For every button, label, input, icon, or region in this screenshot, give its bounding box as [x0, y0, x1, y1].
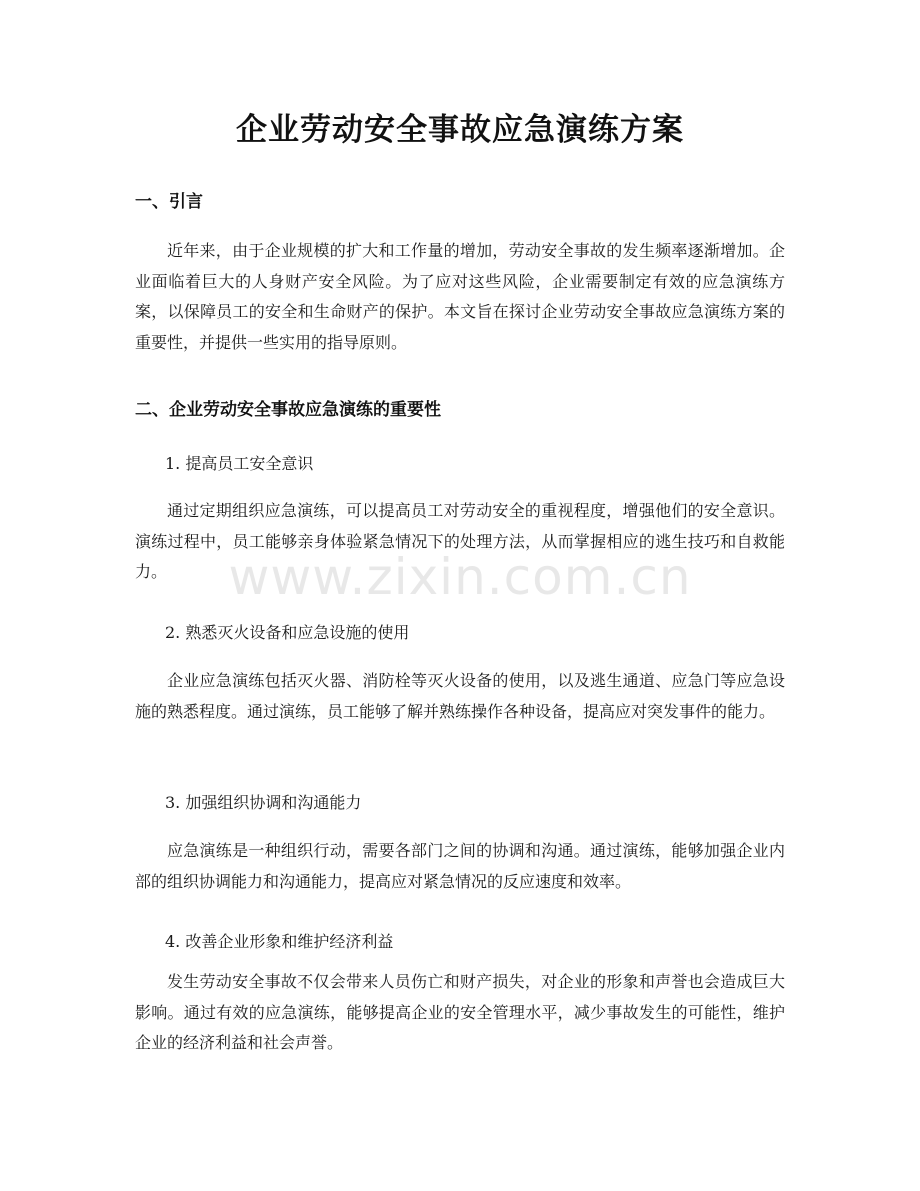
- section-heading-importance: 二、企业劳动安全事故应急演练的重要性: [135, 400, 441, 420]
- subheading-safety-awareness: 1. 提高员工安全意识: [165, 454, 314, 473]
- document-title: 企业劳动安全事故应急演练方案: [236, 112, 684, 148]
- paragraph-fire-equipment: 企业应急演练包括灭火器、消防栓等灭火设备的使用，以及逃生通道、应急门等应急设施的熟悉程度。通过演练，员工能够了解并熟练操作各种设备，提高应对突发事件的能力。: [135, 671, 785, 721]
- subheading-corporate-image: 4. 改善企业形象和维护经济利益: [165, 932, 394, 951]
- intro-paragraph: 近年来，由于企业规模的扩大和工作量的增加，劳动安全事故的发生频率逐渐增加。企业面临着巨大的人身财产安全风险。为了应对这些风险，企业需要制定有效的应急演练方案，以保障员工的安全和生命财产的保护。本文旨在探讨企业劳动安全事故应急演练方案的重要性，并提供一些实用的指导原则。: [135, 241, 785, 352]
- watermark: www.zixin.com.cn: [228, 548, 692, 606]
- paragraph-corporate-image: 发生劳动安全事故不仅会带来人员伤亡和财产损失，对企业的形象和声誉也会造成巨大影响。通过有效的应急演练，能够提高企业的安全管理水平，减少事故发生的可能性，维护企业的经济利益和社会声誉。: [135, 972, 785, 1052]
- subheading-fire-equipment: 2. 熟悉灭火设备和应急设施的使用: [165, 623, 410, 642]
- paragraph-safety-awareness: 通过定期组织应急演练，可以提高员工对劳动安全的重视程度，增强他们的安全意识。演练过程中，员工能够亲身体验紧急情况下的处理方法，从而掌握相应的逃生技巧和自救能力。: [135, 501, 785, 581]
- paragraph-coordination: 应急演练是一种组织行动，需要各部门之间的协调和沟通。通过演练，能够加强企业内部的组织协调能力和沟通能力，提高应对紧急情况的反应速度和效率。: [135, 841, 785, 891]
- section-heading-intro: 一、引言: [135, 192, 203, 212]
- subheading-coordination: 3. 加强组织协调和沟通能力: [165, 793, 362, 812]
